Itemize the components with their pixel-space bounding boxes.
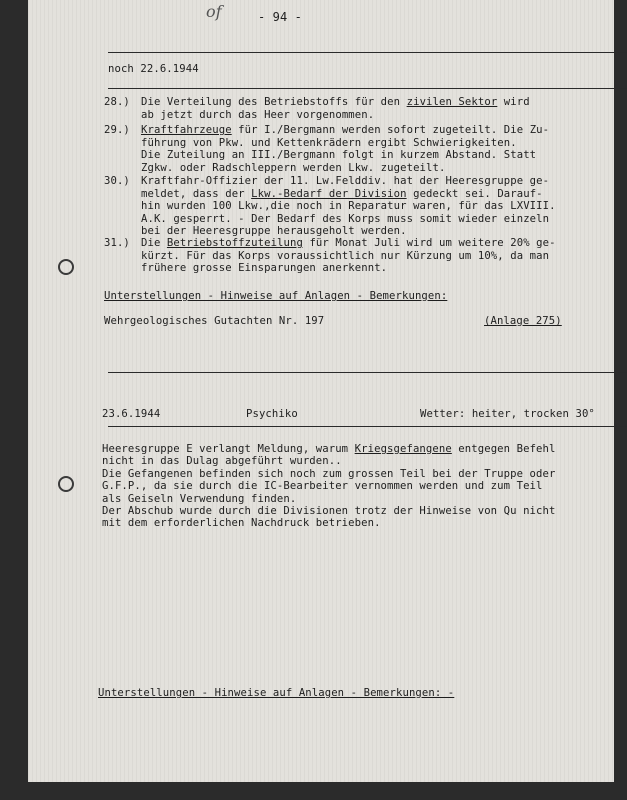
entry-number: 30.) <box>104 175 130 187</box>
punch-hole <box>58 259 74 275</box>
section2-date: 23.6.1944 <box>102 408 161 420</box>
line-text: führung von Pkw. und Kettenkrädern ergibt Schwierigkeiten. <box>141 136 517 149</box>
line-text: bei der Heeresgruppe herausgeholt werden. <box>141 225 407 238</box>
text-line <box>141 175 556 188</box>
underlined-text: zivilen Sektor <box>406 96 498 108</box>
entry-text <box>141 96 530 121</box>
entry-text <box>141 175 556 238</box>
line-text: kürzt. Für das Korps voraussichtlich nur Kürzung um 10%, da man <box>141 249 550 262</box>
header-rule <box>108 88 627 89</box>
line-text: G.F.P., da sie durch die IC-Bearbeiter vernommen werden und zum Teil <box>102 480 543 493</box>
text-line <box>102 455 555 467</box>
text-line <box>141 213 556 226</box>
line-text: meldet, dass der <box>141 187 252 200</box>
attachments-heading: Unterstellungen - Hinweise auf Anlagen - Bemerkungen: <box>104 290 448 302</box>
text-line <box>141 96 530 109</box>
line-text: hin wurden 100 Lkw.,die noch in Reparatur waren, für das LXVIII. <box>141 200 556 213</box>
line-text: wird <box>497 96 530 108</box>
text-line <box>102 468 555 480</box>
line-text: A.K. gesperrt. - Der Bedarf des Korps muss somit wieder einzeln <box>141 212 550 225</box>
text-line <box>102 443 555 455</box>
punch-hole <box>58 476 74 492</box>
top-rule <box>108 52 627 53</box>
line-text: Zgkw. oder Radschleppern werden Lkw. zugeteilt. <box>141 161 446 174</box>
page-number: - 94 - <box>258 10 302 24</box>
entry-text <box>141 237 556 275</box>
underlined-text: Kriegsgefangene <box>354 443 452 455</box>
text-line <box>102 505 555 517</box>
text-line <box>141 109 530 122</box>
scan-bottom-edge <box>0 782 627 800</box>
section2-place: Psychiko <box>246 408 298 420</box>
line-text: Die Zuteilung an III./Bergmann folgt in kurzem Abstand. Statt <box>141 149 537 162</box>
section-rule <box>108 372 627 373</box>
line-text: Heeresgruppe E verlangt Meldung, warum <box>102 443 355 455</box>
text-line <box>141 237 556 250</box>
text-line <box>141 188 556 201</box>
section1-date-header: noch 22.6.1944 <box>108 63 199 75</box>
line-text: ab jetzt durch das Heer vorgenommen. <box>141 108 375 121</box>
weather-rule <box>108 426 627 427</box>
document-page <box>28 0 614 782</box>
underlined-text: Kraftfahrzeuge <box>141 124 232 136</box>
entry-number: 29.) <box>104 124 130 136</box>
attachments-heading-2: Unterstellungen - Hinweise auf Anlagen - Bemerkungen: - <box>98 687 455 699</box>
line-text: Die <box>141 237 167 249</box>
text-line <box>102 493 555 505</box>
line-text: als Geiseln Verwendung finden. <box>102 492 297 505</box>
line-text: Die Gefangenen befinden sich noch zum grossen Teil bei der Truppe oder <box>102 467 556 480</box>
line-text: Die Verteilung des Betriebstoffs für den <box>141 96 407 108</box>
text-line <box>141 200 556 213</box>
line-text: entgegen Befehl <box>451 443 556 455</box>
section2-weather: Wetter: heiter, trocken 30° <box>420 408 595 420</box>
report-paragraph <box>102 443 555 530</box>
line-text: Kraftfahr-Offizier der 11. Lw.Felddiv. hat der Heeresgruppe ge- <box>141 175 550 187</box>
line-text: nicht in das Dulag abgeführt wurden.. <box>102 455 342 468</box>
line-text: Der Abschub wurde durch die Divisionen trotz der Hinweise von Qu nicht <box>102 505 556 518</box>
underlined-text: Betriebstoffzuteilung <box>166 237 303 249</box>
line-text: für Monat Juli wird um weitere 20% ge- <box>302 237 556 249</box>
corner-mark: of <box>206 2 222 21</box>
line-text: für I./Bergmann werden sofort zugeteilt. Die Zu- <box>231 124 550 136</box>
attachment-text: Wehrgeologisches Gutachten Nr. 197 <box>104 315 325 327</box>
entry-text <box>141 124 549 174</box>
text-line <box>141 149 549 162</box>
line-text: gedeckt sei. Darauf- <box>406 187 543 200</box>
entry-number: 31.) <box>104 237 130 249</box>
line-text: frühere grosse Einsparungen anerkennt. <box>141 262 388 275</box>
line-text: mit dem erforderlichen Nachdruck betrieben. <box>102 517 381 530</box>
text-line <box>141 162 549 175</box>
text-line <box>141 250 556 263</box>
attachment-ref: (Anlage 275) <box>484 315 562 327</box>
entry-number: 28.) <box>104 96 130 108</box>
text-line <box>102 517 555 529</box>
underlined-text: Lkw.-Bedarf der Division <box>251 187 407 200</box>
text-line <box>141 137 549 150</box>
text-line <box>141 262 556 275</box>
text-line <box>102 480 555 492</box>
text-line <box>141 124 549 137</box>
